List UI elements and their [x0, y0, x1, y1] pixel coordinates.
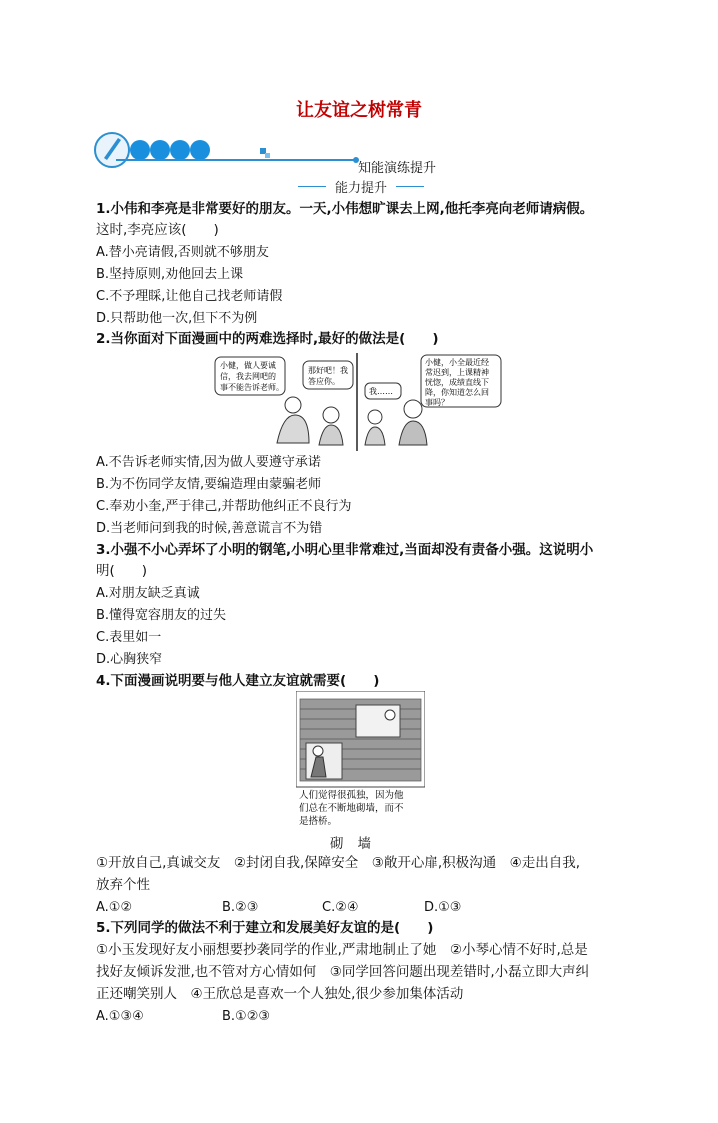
q5-item-line1: ①小玉发现好友小丽想要抄袭同学的作业,严肃地制止了她 ②小琴心情不好时,总是 [96, 942, 588, 958]
cartoon-caption: 砌墙 [330, 836, 385, 852]
q2-option-c: C.奉劝小奎,严于律己,并帮助他纠正不良行为 [96, 499, 352, 514]
q1-option-b: B.坚持原则,劝他回去上课 [96, 267, 244, 282]
q5-item-line2: 找好友倾诉发泄,也不管对方心情如何 ③同学回答问题出现差错时,小磊立即大声纠 [96, 964, 590, 980]
page-title: 让友谊之树常青 [296, 100, 422, 121]
q3-option-a: A.对朋友缺乏真诚 [96, 586, 200, 601]
svg-text:我……: 我…… [369, 387, 393, 396]
svg-text:小健，小全最近经: 小健，小全最近经 [425, 358, 489, 367]
svg-text:人们觉得很孤独，因为他: 人们觉得很孤独，因为他 [299, 790, 404, 801]
svg-text:答应你。: 答应你。 [308, 377, 340, 386]
q3-option-b: B.懂得宽容朋友的过失 [96, 608, 227, 623]
svg-text:是搭桥。: 是搭桥。 [299, 816, 338, 827]
svg-text:恍惚，成绩直线下: 恍惚，成绩直线下 [425, 378, 489, 387]
q5-item-line3: 正还嘲笑别人 ④王欣总是喜欢一个人独处,很少参加集体活动 [96, 986, 464, 1002]
svg-text:那好吧！我: 那好吧！我 [308, 366, 348, 375]
svg-text:降，你知道怎么回: 降，你知道怎么回 [425, 388, 489, 397]
wall-building-cartoon [296, 691, 425, 828]
svg-text:事吗？: 事吗？ [425, 398, 449, 407]
q4-option-c: C.②④ [322, 900, 359, 915]
q2-option-a: A.不告诉老师实情,因为做人要遵守承诺 [96, 455, 321, 470]
q1-option-c: C.不予理睬,让他自己找老师请假 [96, 289, 283, 304]
q5-option-a: A.①③④ [96, 1009, 144, 1024]
q5-option-b: B.①②③ [222, 1009, 271, 1024]
q2-option-d: D.当老师问到我的时候,善意谎言不为错 [96, 521, 323, 536]
svg-text:事不能告诉老师。: 事不能告诉老师。 [220, 383, 284, 392]
q4-items-line1: ①开放自己,真诚交友 ②封闭自我,保障安全 ③敞开心扉,积极沟通 ④走出自我, [96, 855, 581, 871]
q4-option-d: D.①③ [424, 900, 462, 915]
q1-option-d: D.只帮助他一次,但下不为例 [96, 311, 258, 326]
q1-stem-line2: 这时,李亮应该( ) [96, 222, 219, 238]
q2-option-b: B.为不伤同学友情,要编造理由蒙骗老师 [96, 477, 322, 492]
cartoon-bubble-text: 小健，做人要诚 [220, 361, 276, 370]
q4-option-b: B.②③ [222, 900, 259, 915]
q3-option-d: D.心胸狭窄 [96, 652, 163, 667]
q4-stem: 4.下面漫画说明要与他人建立友谊就需要( ) [96, 673, 380, 689]
svg-text:常迟到，上课精神: 常迟到，上课精神 [425, 368, 489, 377]
q4-items-line2: 放弃个性 [96, 877, 150, 893]
q5-stem: 5.下列同学的做法不利于建立和发展美好友谊的是( ) [96, 920, 434, 936]
subsection-title: 能力提升 [298, 177, 424, 196]
q4-option-a: A.①② [96, 900, 133, 915]
svg-text:们总在不断地砌墙，而不: 们总在不断地砌墙，而不 [299, 803, 404, 814]
q1-stem-line1: 1.小伟和李亮是非常要好的朋友。一天,小伟想旷课去上网,他托李亮向老师请病假。 [96, 201, 594, 217]
q1-option-a: A.替小亮请假,否则就不够朋友 [96, 245, 269, 260]
q3-stem-line1: 3.小强不小心弄坏了小明的钢笔,小明心里非常难过,当面却没有责备小强。这说明小 [96, 542, 594, 558]
svg-text:信，我去网吧的: 信，我去网吧的 [220, 372, 276, 381]
section-title: 知能演练提升 [358, 161, 437, 176]
q3-stem-line2: 明( ) [96, 563, 148, 579]
q2-stem: 2.当你面对下面漫画中的两难选择时,最好的做法是( ) [96, 331, 439, 347]
dilemma-cartoon [213, 353, 503, 451]
q3-option-c: C.表里如一 [96, 630, 162, 645]
